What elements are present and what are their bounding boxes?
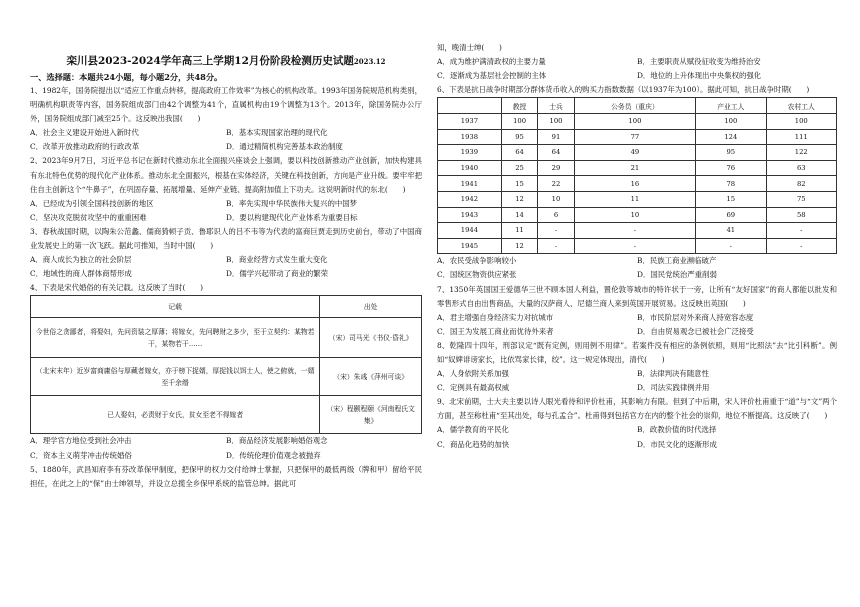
option-d: D．地位的上升体现出中央集权的强化 xyxy=(637,71,762,81)
option-a: A．君主增强自身经济实力对抗城市 xyxy=(437,312,554,322)
table-cell: 41 xyxy=(696,223,766,239)
table-row xyxy=(438,223,837,239)
option-a: A．已经成为引领全国科技创新的地区 xyxy=(30,198,154,208)
table-header-cell: 士兵 xyxy=(538,98,574,114)
table-row xyxy=(438,129,837,145)
option-c: C．定例具有最高权威 xyxy=(437,383,510,393)
table-row xyxy=(31,358,422,396)
option-b: B．主要职责从赋役征收变为维持治安 xyxy=(637,57,761,67)
table-cell: - xyxy=(538,238,574,254)
source-cell: （宋）程颢程颐《河南程氏文集》 xyxy=(320,396,422,434)
option-d: D．市民文化的逐渐形成 xyxy=(637,439,717,449)
record-cell: （北宋末年）近岁富商庸俗与厚藏者嫁女，亦于榜下捉婿，厚捉钱以饵士人，使之俯就，一婿至千余缗 xyxy=(31,358,320,396)
table-row xyxy=(438,191,837,207)
table-cell: 1944 xyxy=(438,223,502,239)
table-header-cell: 记载 xyxy=(31,296,320,318)
table-cell: 1937 xyxy=(438,113,502,129)
section-heading: 一、选择题：本题共24小题，每小题2分，共48分。 xyxy=(30,72,223,82)
option-b: B．政教价值的时代选择 xyxy=(637,425,717,435)
option-d: D．通过精简机构完善基本政治制度 xyxy=(226,142,343,152)
option-b: B．民族工商业濒临破产 xyxy=(637,256,717,266)
option-a: A．商人成长为独立的社会阶层 xyxy=(30,255,132,265)
table-cell: 75 xyxy=(766,191,836,207)
table-header-cell: 公务员（重庆） xyxy=(574,98,695,114)
table-cell: 1939 xyxy=(438,145,502,161)
table-cell: 12 xyxy=(501,238,537,254)
table-row xyxy=(31,318,422,358)
table-cell: - xyxy=(538,223,574,239)
table-cell: 10 xyxy=(538,191,574,207)
option-c: C．坚决攻克脱贫攻坚中的重重困难 xyxy=(30,212,147,222)
table-cell: 95 xyxy=(696,145,766,161)
table-cell: 10 xyxy=(574,207,695,223)
table-row xyxy=(438,176,837,192)
table-header-cell: 教授 xyxy=(501,98,537,114)
question-4: 4、下表是宋代婚俗的有关记载。这反映了当时( ) xyxy=(30,283,204,293)
table-header-row xyxy=(31,296,422,318)
option-c: C．改革开放推动政府的行政改革 xyxy=(30,142,140,152)
record-cell: 今世俗之贪鄙者，将娶妇，先问资装之厚薄；将嫁女，先问聘财之多少，至于立契约：某物若干，某物若干…… xyxy=(31,318,320,358)
question-6-options xyxy=(437,254,837,282)
option-d: D．传统伦理价值观念被抛弃 xyxy=(226,450,321,460)
option-a: A．农民受战争影响较小 xyxy=(437,256,517,266)
table-cell: 100 xyxy=(574,113,695,129)
right-column xyxy=(437,0,837,452)
table-cell: 1940 xyxy=(438,160,502,176)
table-header-row xyxy=(438,98,837,114)
question-2: 2、2023年9月7日，习近平总书记在新时代推动东北全面振兴座谈会上强调，要以科技创新推动产业创新，加快构建具有东北特色优势的现代化产业体系。推动东北全面振兴，根基在实体经济，关键在科技创新，方向是产业升级。要牢牢把住自主创新这个“牛鼻子”，在巩固存量、拓展增量、延伸产业链、提高附加值上下功夫。这说明新时代的东北( ) xyxy=(30,156,422,194)
table-cell: 77 xyxy=(574,129,695,145)
question-4-options xyxy=(30,434,422,462)
source-cell: （宋）司马光《书仪·昏礼》 xyxy=(320,318,422,358)
left-column xyxy=(30,0,422,491)
marriage-custom-table xyxy=(30,295,422,434)
table-cell: 100 xyxy=(501,113,537,129)
table-cell: 11 xyxy=(574,191,695,207)
option-c: C．商品化趋势的加快 xyxy=(437,439,510,449)
table-cell: 64 xyxy=(501,145,537,161)
table-cell: 25 xyxy=(501,160,537,176)
table-cell: 15 xyxy=(501,176,537,192)
option-a: A．理学官方地位受到社会冲击 xyxy=(30,436,132,446)
option-b: B．市民阶层对外来商人持宽容态度 xyxy=(637,312,754,322)
option-b: B．率先实现中华民族伟大复兴的中国梦 xyxy=(226,198,358,208)
question-8: 8、乾隆四十四年，刑部议定“既有定例，则用例不用律”。若案件没有相应的条例依照，则用“比照法”去“比引科断”。例如“奴婢诽谤家长，比依骂家长律，绞”。这一规定体现出，清代( ) xyxy=(437,340,837,364)
table-cell: 49 xyxy=(574,145,695,161)
table-cell: 64 xyxy=(538,145,574,161)
table-cell: - xyxy=(766,223,836,239)
question-8-options xyxy=(437,367,837,395)
table-cell: 29 xyxy=(538,160,574,176)
question-1-options xyxy=(30,126,422,154)
option-b: B．法律判决有随意性 xyxy=(637,369,709,379)
question-6: 6、下表是抗日战争时期部分群体货币收入的购买力指数数据（以1937年为100）。据此可知，抗日战争时期( ) xyxy=(437,85,810,95)
question-2-options xyxy=(30,197,422,225)
table-cell: 111 xyxy=(766,129,836,145)
table-cell: 78 xyxy=(696,176,766,192)
title-date: 2023.12 xyxy=(353,57,386,66)
table-header-cell: 产业工人 xyxy=(696,98,766,114)
table-cell: 69 xyxy=(696,207,766,223)
table-header-cell: 出处 xyxy=(320,296,422,318)
page-title xyxy=(30,53,422,69)
record-cell: 已人娶妇，必责财于女氏，贫女至老不得嫁者 xyxy=(31,396,320,434)
table-cell: 124 xyxy=(696,129,766,145)
question-9-options xyxy=(437,423,837,451)
question-1: 1、1982年，国务院提出以“适应工作重点转移，提高政府工作效率”为核心的机构改革。1993年国务院规范机构类别，明确机构职责等内容，国务院组成部门由42个调整为41个，直属机构由19个调整为13个。2013年，除国务院办公厅外，国务院组成部门减至25个。这反映出我国( ) xyxy=(30,86,422,124)
purchasing-power-table xyxy=(437,97,837,254)
table-cell: 100 xyxy=(538,113,574,129)
question-5-continued: 知，晚清士绅( ) xyxy=(437,43,502,52)
table-cell: 12 xyxy=(501,191,537,207)
table-cell: 15 xyxy=(696,191,766,207)
title-text: 栾川县2023-2024学年高三上学期12月份阶段检测历史试题 xyxy=(66,55,354,67)
table-cell: 22 xyxy=(538,176,574,192)
option-a: A．儒学教育的平民化 xyxy=(437,425,509,435)
table-cell: 1945 xyxy=(438,238,502,254)
table-cell: 1941 xyxy=(438,176,502,192)
table-row xyxy=(31,396,422,434)
table-cell: 76 xyxy=(696,160,766,176)
table-cell: - xyxy=(574,223,695,239)
option-a: A．人身依附关系加强 xyxy=(437,369,509,379)
question-3: 3、春秋战国时期，以陶朱公范蠡、儒商猗顿子贡、鲁耶识人的吕不韦等为代表的富商巨贾走到历史前台，带动了中国商业发展史上的第一次飞跃。据此可推知，当时中国( ) xyxy=(30,226,422,251)
table-cell: 14 xyxy=(501,207,537,223)
option-d: D．司法实践律例并用 xyxy=(637,383,710,393)
table-cell: 122 xyxy=(766,145,836,161)
table-cell: 21 xyxy=(574,160,695,176)
table-cell: 11 xyxy=(501,223,537,239)
option-a: A．社会主义建设开始进入新时代 xyxy=(30,128,139,138)
question-7: 7、1350年英国国王爱德华三世不顾本国人利益，置伦敦等城市的特许状于一旁，让所有“友好国家”的商人都能以批发和零售形式自由出售商品，大量的汉萨商人、尼德兰商人来到英国开展贸易。这反映出英国( ) xyxy=(437,284,837,308)
table-row xyxy=(438,113,837,129)
option-c: C．国统区物资供应紧张 xyxy=(437,270,517,280)
table-cell: 100 xyxy=(696,113,766,129)
table-cell: 63 xyxy=(766,160,836,176)
table-cell: 16 xyxy=(574,176,695,192)
table-header-cell xyxy=(438,98,502,114)
option-b: B．商品经济发展影响婚俗观念 xyxy=(226,436,328,446)
table-cell: 58 xyxy=(766,207,836,223)
table-cell: 91 xyxy=(538,129,574,145)
source-cell: （宋）朱彧《萍州可谈》 xyxy=(320,358,422,396)
table-cell: 1943 xyxy=(438,207,502,223)
table-cell: 100 xyxy=(766,113,836,129)
table-cell: 95 xyxy=(501,129,537,145)
table-row xyxy=(438,160,837,176)
question-7-options xyxy=(437,311,837,339)
table-cell: 6 xyxy=(538,207,574,223)
option-c: C．逐渐成为基层社会控制的主体 xyxy=(437,71,547,81)
table-cell: - xyxy=(574,238,695,254)
option-a: A．成为维护满清政权的主要力量 xyxy=(437,57,546,67)
table-cell: 82 xyxy=(766,176,836,192)
option-b: B．商业经营方式发生重大变化 xyxy=(226,255,328,265)
table-cell: - xyxy=(766,238,836,254)
table-row xyxy=(438,207,837,223)
option-c: C．地域性的商人群体商帮形成 xyxy=(30,269,132,279)
question-3-options xyxy=(30,253,422,281)
option-c: C．国王为发展工商业而优待外来者 xyxy=(437,326,554,336)
option-b: B．基本实现国家治理的现代化 xyxy=(226,128,328,138)
table-header-cell: 农村工人 xyxy=(766,98,836,114)
option-d: D．要以构建现代化产业体系为重要目标 xyxy=(226,212,358,222)
table-row xyxy=(438,238,837,254)
table-row xyxy=(438,145,837,161)
option-d: D．儒学兴起带动了商业的繁荣 xyxy=(226,269,329,279)
option-d: D．自由贸易观念已被社会广泛接受 xyxy=(637,326,754,336)
question-9: 9、北宋前期，士大夫主要以诗人眼光看待和评价杜甫，其影响力有限。但到了中后期，宋人评价杜甫重于“道”与“文”两个方面，甚至称杜甫“至其出处，每与孔孟合”。杜甫得到包括官方在内的整个社会的崇仰，地位不断提高。这反映了( ) xyxy=(437,397,837,421)
table-cell: - xyxy=(696,238,766,254)
option-d: D．国民党统治严重削弱 xyxy=(637,270,717,280)
question-5-start: 5、1880年，武昌知府李有芬改革保甲制度，把保甲的权力交付给绅士掌握，只把保甲的最低两级（牌和甲）留给平民担任，在此之上的“保”由士绅领导，并设立总揽全乡保甲系统的监管总绅。据此可 xyxy=(30,464,422,488)
question-5-options xyxy=(437,55,837,83)
table-cell: 1942 xyxy=(438,191,502,207)
table-cell: 1938 xyxy=(438,129,502,145)
option-c: C．资本主义萌芽冲击传统婚俗 xyxy=(30,450,132,460)
